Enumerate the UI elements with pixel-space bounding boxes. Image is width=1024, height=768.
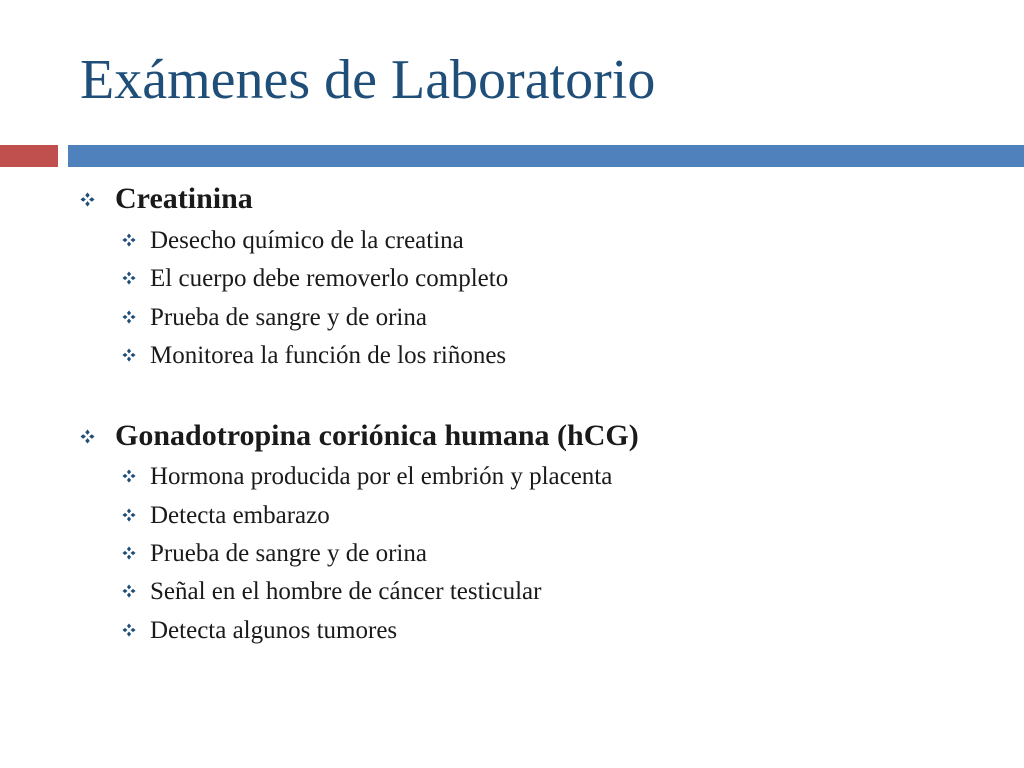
diamond-bullet-icon (122, 508, 136, 522)
list-item (122, 341, 506, 371)
list-item (122, 462, 612, 492)
list-item (122, 226, 464, 256)
section-heading-creatinina (80, 181, 253, 217)
diamond-bullet-icon (122, 469, 136, 483)
list-item-text: Detecta algunos tumores (150, 617, 398, 644)
slide-title: Exámenes de Laboratorio (80, 49, 656, 111)
list-item-text: Desecho químico de la creatina (150, 227, 464, 254)
list-item-text: El cuerpo debe removerlo completo (150, 265, 509, 292)
list-item-text: Prueba de sangre y de orina (150, 540, 427, 567)
list-item-text: Hormona producida por el embrión y placenta (150, 463, 613, 490)
list-item-text: Prueba de sangre y de orina (150, 304, 427, 331)
diamond-bullet-icon (80, 429, 95, 444)
diamond-bullet-icon (122, 310, 136, 324)
list-item (122, 577, 541, 607)
diamond-bullet-icon (122, 348, 136, 362)
section-heading-label: Creatinina (115, 182, 253, 215)
list-item-text: Monitorea la función de los riñones (150, 342, 507, 369)
list-item-text: Detecta embarazo (150, 502, 330, 529)
list-item (122, 501, 330, 531)
diamond-bullet-icon (122, 584, 136, 598)
list-item (122, 264, 508, 294)
diamond-bullet-icon (122, 623, 136, 637)
diamond-bullet-icon (122, 271, 136, 285)
list-item (122, 616, 397, 646)
section-heading-hcg (80, 418, 639, 454)
list-item-text: Señal en el hombre de cáncer testicular (150, 578, 542, 605)
list-item (122, 539, 427, 569)
section-heading-label: Gonadotropina coriónica humana (hCG) (115, 419, 639, 452)
diamond-bullet-icon (122, 546, 136, 560)
diamond-bullet-icon (80, 192, 95, 207)
diamond-bullet-icon (122, 233, 136, 247)
list-item (122, 303, 427, 333)
